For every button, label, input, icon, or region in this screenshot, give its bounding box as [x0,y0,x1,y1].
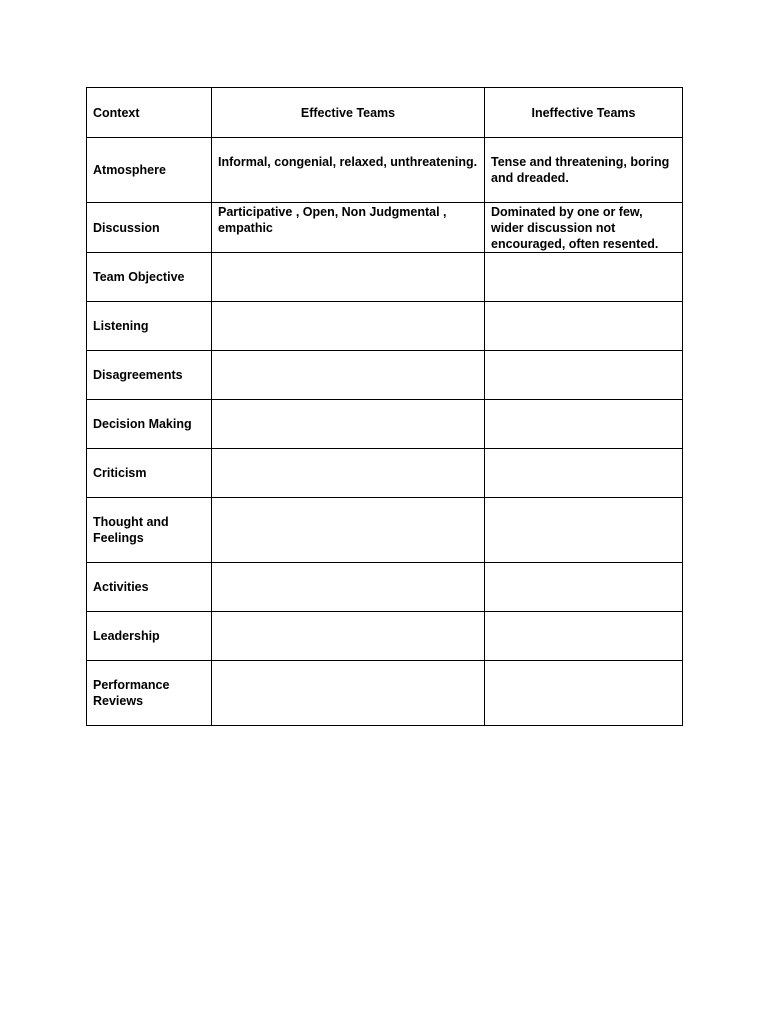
context-cell: Disagreements [87,351,212,400]
table-row [87,203,683,253]
header-effective-teams: Effective Teams [212,88,485,138]
context-cell: Discussion [87,203,212,253]
context-cell: Team Objective [87,253,212,302]
table-row [87,563,683,612]
effective-cell [212,302,485,351]
context-cell: Atmosphere [87,138,212,203]
team-comparison-table [86,87,683,726]
table-row [87,400,683,449]
effective-cell [212,498,485,563]
ineffective-cell: Dominated by one or few, wider discussion not encouraged, often resented. [485,203,683,253]
ineffective-cell [485,661,683,726]
table-header-row [87,88,683,138]
table-row [87,302,683,351]
ineffective-cell [485,563,683,612]
ineffective-cell [485,612,683,661]
ineffective-cell [485,449,683,498]
table-row [87,351,683,400]
effective-cell: Participative , Open, Non Judgmental , empathic [212,203,485,253]
effective-cell [212,661,485,726]
effective-cell [212,563,485,612]
table-row [87,253,683,302]
effective-cell [212,612,485,661]
effective-cell [212,400,485,449]
context-cell: Decision Making [87,400,212,449]
ineffective-cell [485,400,683,449]
header-ineffective-teams: Ineffective Teams [485,88,683,138]
ineffective-cell [485,498,683,563]
context-cell: Leadership [87,612,212,661]
ineffective-cell [485,302,683,351]
effective-cell [212,351,485,400]
context-cell: Thought and Feelings [87,498,212,563]
effective-cell: Informal, congenial, relaxed, unthreatening. [212,138,485,203]
table-row [87,661,683,726]
table-row [87,498,683,563]
context-cell: Activities [87,563,212,612]
context-cell: Criticism [87,449,212,498]
header-context: Context [87,88,212,138]
effective-cell [212,449,485,498]
context-cell: Performance Reviews [87,661,212,726]
table-row [87,138,683,203]
effective-cell [212,253,485,302]
table-row [87,612,683,661]
context-cell: Listening [87,302,212,351]
ineffective-cell: Tense and threatening, boring and dreaded. [485,138,683,203]
ineffective-cell [485,351,683,400]
ineffective-cell [485,253,683,302]
table-row [87,449,683,498]
